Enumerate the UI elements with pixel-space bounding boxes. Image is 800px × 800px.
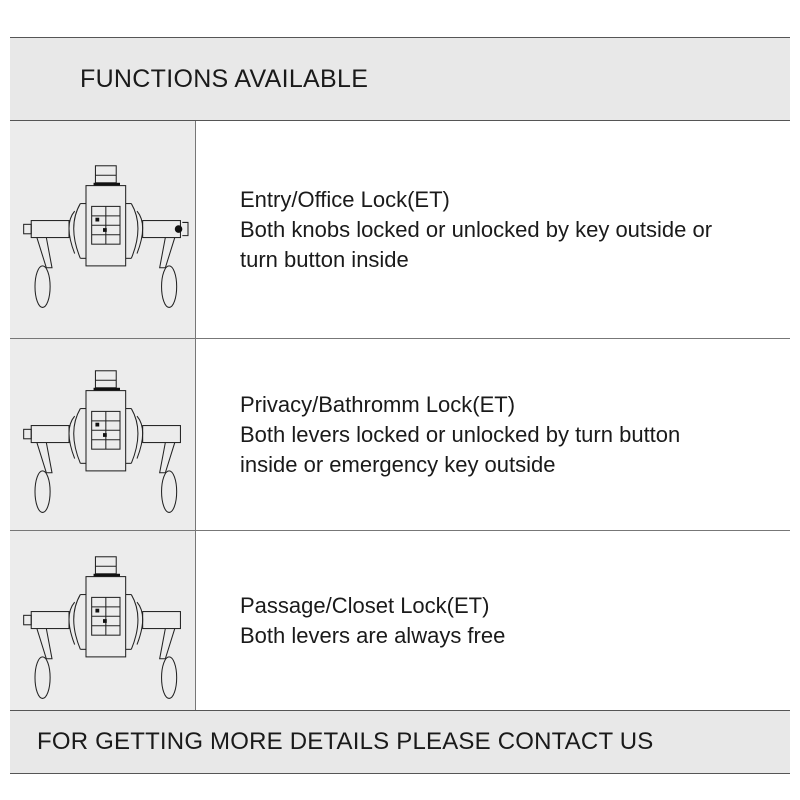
function-detail-line: turn button inside xyxy=(240,246,409,272)
header-band xyxy=(10,37,790,121)
function-detail-line: Both knobs locked or unlocked by key outside or xyxy=(240,216,713,242)
page-title: FUNCTIONS AVAILABLE xyxy=(80,64,369,93)
function-name: Passage/Closet Lock(ET) xyxy=(240,592,490,618)
function-description xyxy=(196,339,790,530)
lever-lock-entry-icon xyxy=(13,145,193,315)
illustration-cell xyxy=(10,339,196,530)
functions-sheet xyxy=(10,37,790,774)
lever-lock-privacy-icon xyxy=(13,350,193,520)
footer-band xyxy=(10,710,790,774)
function-row-privacy xyxy=(10,339,790,531)
function-detail-line: Both levers are always free xyxy=(240,622,506,648)
illustration-cell xyxy=(10,121,196,338)
contact-note: FOR GETTING MORE DETAILS PLEASE CONTACT US xyxy=(37,728,654,755)
illustration-cell xyxy=(10,531,196,710)
function-description xyxy=(196,531,790,710)
function-detail-line: Both levers locked or unlocked by turn button xyxy=(240,421,681,447)
function-row-passage xyxy=(10,531,790,710)
lever-lock-passage-icon xyxy=(13,536,193,706)
function-row-entry xyxy=(10,121,790,339)
function-detail-line: inside or emergency key outside xyxy=(240,451,556,477)
function-description xyxy=(196,121,790,338)
function-name: Entry/Office Lock(ET) xyxy=(240,186,450,212)
function-name: Privacy/Bathromm Lock(ET) xyxy=(240,391,516,417)
